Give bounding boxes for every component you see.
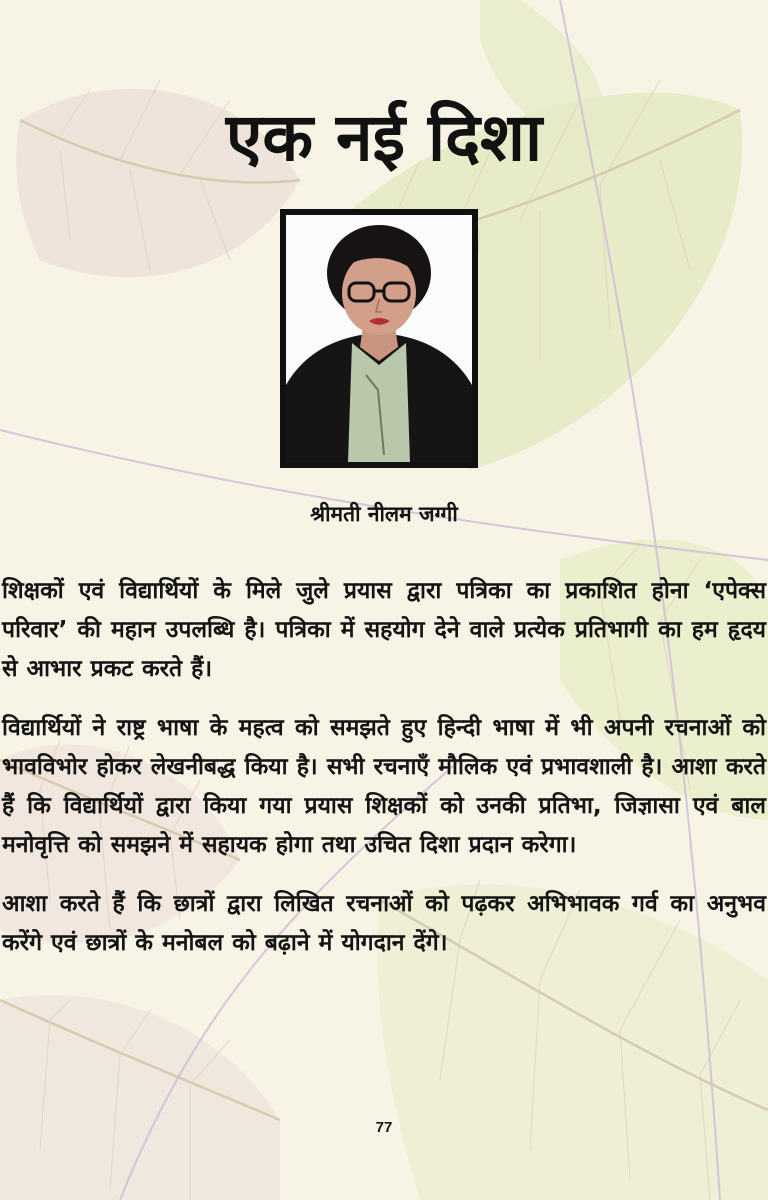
page-number: 77 [375,1119,393,1136]
paragraph-2: विद्यार्थियों ने राष्ट्र भाषा के महत्व को समझते हुए हिन्दी भाषा में भी अपनी रचनाओं को भावविभोर होकर लेखनीबद्ध किया है। सभी रचनाएँ मौलिक एवं प्रभावशाली है। आशा करते हैं कि विद्यार्थियों द्वारा किया गया प्रयास शिक्षकों को उनकी प्रतिभा, जिज्ञासा एवं बाल मनोवृत्ति को समझने में सहायक होगा तथा उचित दिशा प्रदान करेगा। [2,715,766,858]
portrait-illustration [286,215,472,462]
portrait-caption: श्रीमती नीलम जग्गी [310,502,458,526]
page-title: एक नई दिशा [225,99,543,176]
paragraph-3: आशा करते हैं कि छात्रों द्वारा लिखित रचनाओं को पढ़कर अभिभावक गर्व का अनुभव करेंगे एवं छात्रों के मनोबल को बढ़ाने में योगदान देंगे। [2,891,766,956]
paragraph-1: शिक्षकों एवं विद्यार्थियों के मिले जुले प्रयास द्वारा पत्रिका का प्रकाशित होना ‘एपेक्स परिवार’ की महान उपलब्धि है। पत्रिका में सहयोग देने वाले प्रत्येक प्रतिभागी का हम हृदय से आभार प्रकट करते हैं। [2,578,766,682]
message-body [0,572,768,983]
portrait-photo [280,209,478,468]
